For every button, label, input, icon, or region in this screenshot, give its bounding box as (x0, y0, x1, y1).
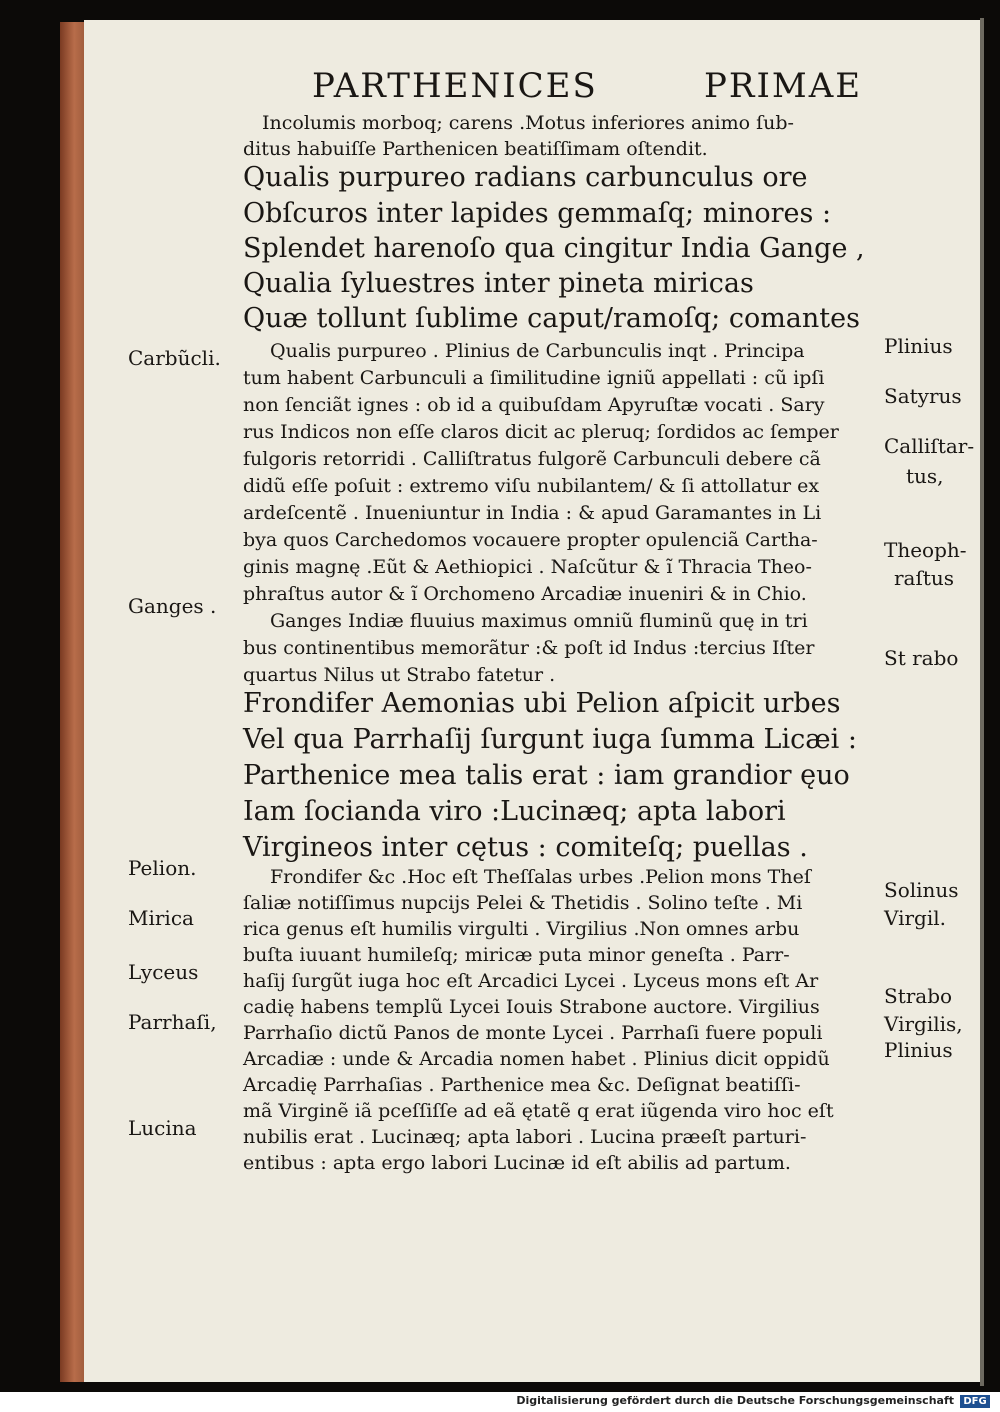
margin-note-right: Theoph- (884, 538, 967, 562)
digitization-credit: Digitalisierung gefördert durch die Deutsche Forschungsgemeinschaft (516, 1394, 954, 1407)
text-line: nubilis erat . Lucinæq; apta labori . Lucina præeſt parturi- (243, 1126, 807, 1148)
text-line: rus Indicos non eſſe claros dicit ac pleruq; ſordidos ac ſemper (243, 421, 839, 443)
text-line: didũ eſſe poſuit : extremo viſu nubilantem/ & ſi attollatur ex (243, 475, 820, 497)
text-line: Ganges Indiæ fluuius maximus omniũ fluminũ quę in tri (270, 610, 808, 632)
margin-note-right: Calliſtar- (884, 434, 975, 458)
verse-line: Virgineos inter cętus : comiteſq; puellas . (243, 832, 808, 863)
margin-note-right: Satyrus (884, 384, 962, 408)
verse-line: Qualia ſyluestres inter pineta miricas (243, 268, 754, 299)
text-line: Parrhaſio dictũ Panos de monte Lycei . Parrhaſi fuere populi (243, 1022, 823, 1044)
text-line: Arcadiæ : unde & Arcadia nomen habet . Plinius dicit oppidũ (243, 1048, 830, 1070)
text-line: buſta iuuant humileſq; miricæ puta minor geneſta . Parr- (243, 944, 790, 966)
margin-note-left: Ganges . (128, 594, 217, 618)
text-line: Frondifer &c .Hoc eſt Theſſalas urbes .Pelion mons Theſ (270, 866, 811, 888)
text-line: Qualis purpureo . Plinius de Carbunculis inqt . Principa (270, 340, 805, 362)
page-spine-edge (60, 22, 86, 1382)
text-line: phraſtus autor & ĩ Orchomeno Arcadiæ inueniri & in Chio. (243, 583, 807, 605)
text-line: mã Virginẽ iã pceſſiſſe ad eã ętatẽ q erat iũgenda viro hoc eſt (243, 1100, 834, 1122)
text-line: ardeſcentẽ . Inueniuntur in India : & apud Garamantes in Li (243, 502, 822, 524)
margin-note-left: Mirica (128, 906, 194, 930)
margin-note-right: Solinus (884, 878, 959, 902)
verse-line: Quæ tollunt ſublime caput/ramoſq; comantes (243, 303, 860, 334)
margin-note-right: Plinius (884, 334, 953, 358)
text-line: Incolumis morboq; carens .Motus inferiores animo ſub- (262, 112, 794, 134)
verse-line: Qualis purpureo radians carbunculus ore (243, 162, 808, 193)
text-line: Arcadię Parrhaſias . Parthenice mea &c. Deſignat beatiſſi- (243, 1074, 801, 1096)
text-line: ditus habuiſſe Parthenicen beatiſſimam oſtendit. (243, 138, 708, 160)
margin-note-right: raſtus (894, 566, 955, 590)
margin-note-left: Pelion. (128, 856, 197, 880)
margin-note-left: Carbũcli. (128, 346, 221, 370)
verse-line: Iam ſocianda viro :Lucinæq; apta labori (243, 796, 786, 827)
verse-line: Vel qua Parrhaſij ſurgunt iuga ſumma Licæi : (243, 724, 857, 755)
page-right-edge (980, 18, 984, 1386)
margin-note-right: tus, (906, 464, 944, 488)
text-line: ginis magnę .Eũt & Aethiopici . Naſcũtur & ĩ Thracia Theo- (243, 556, 812, 578)
verse-line: Splendet harenoſo qua cingitur India Gange , (243, 233, 865, 264)
text-line: ſaliæ notiſſimus nupcijs Pelei & Thetidis . Solino teſte . Mi (243, 892, 803, 914)
margin-note-right: Virgil. (884, 906, 947, 930)
text-line: rica genus eſt humilis virgulti . Virgilius .Non omnes arbu (243, 918, 800, 940)
running-header-right: PRIMAE (704, 66, 863, 106)
running-header-left: PARTHENICES (312, 66, 598, 106)
margin-note-right: Virgilis, (884, 1012, 963, 1036)
dfg-logo: DFG (960, 1395, 990, 1408)
verse-line: Parthenice mea talis erat : iam grandior ęuo (243, 760, 850, 791)
text-line: entibus : apta ergo labori Lucinæ id eſt abilis ad partum. (243, 1152, 791, 1174)
text-line: bya quos Carchedomos vocauere propter opulenciã Cartha- (243, 529, 818, 551)
margin-note-left: Parrhaſi, (128, 1010, 217, 1034)
text-line: tum habent Carbunculi a ſimilitudine igniũ appellati : cũ ipſi (243, 367, 825, 389)
text-line: cadię habens templũ Lycei Iouis Strabone auctore. Virgilius (243, 996, 820, 1018)
text-line: bus continentibus memorãtur :& poſt id Indus :tercius Iſter (243, 637, 815, 659)
margin-note-left: Lucina (128, 1116, 197, 1140)
margin-note-right: Plinius (884, 1038, 953, 1062)
text-line: haſij ſurgũt iuga hoc eſt Arcadici Lycei . Lyceus mons eſt Ar (243, 970, 819, 992)
verse-line: Frondifer Aemonias ubi Pelion aſpicit urbes (243, 688, 841, 719)
margin-note-right: St rabo (884, 646, 959, 670)
margin-note-left: Lyceus (128, 960, 199, 984)
text-line: fulgoris retorridi . Calliſtratus fulgorẽ Carbunculi debere cã (243, 448, 821, 470)
verse-line: Obſcuros inter lapides gemmaſq; minores : (243, 198, 832, 229)
margin-note-right: Strabo (884, 984, 953, 1008)
text-line: non ſenciãt ignes : ob id a quibuſdam Apyruſtæ vocati . Sary (243, 394, 825, 416)
text-line: quartus Nilus ut Strabo fatetur . (243, 664, 556, 686)
